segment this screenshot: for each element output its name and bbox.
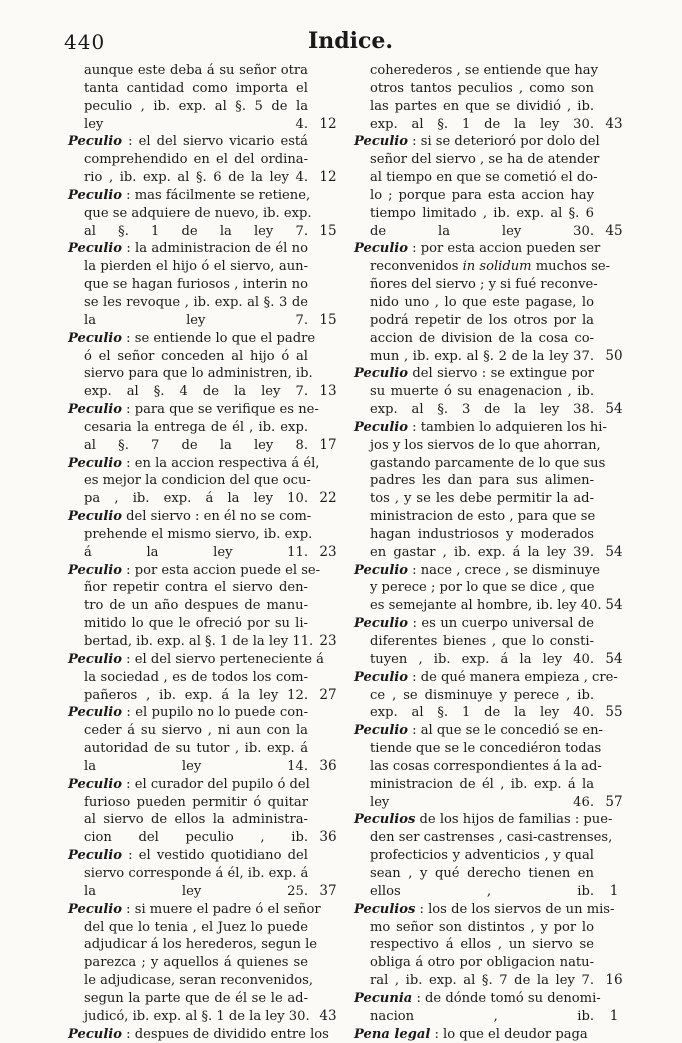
entry-headword: Peculio	[354, 419, 408, 435]
entry-line: autoridad de su tutor , ib. exp. á	[84, 741, 308, 757]
entry-text: : es un cuerpo universal de	[408, 616, 594, 632]
entry-headword: Peculio	[354, 723, 408, 739]
entry-first-line	[354, 615, 594, 633]
entry-line: que se hagan furiosos , interin no	[84, 277, 308, 293]
entry-text: : el pupilo no lo puede con-	[122, 705, 308, 721]
entry-headword: Peculio	[354, 366, 408, 382]
entry-text: : para que se verifique es ne-	[122, 402, 319, 418]
entry-line: tiende que se le concediéron todas	[370, 741, 602, 757]
entry-line: la ley 25.	[84, 883, 308, 899]
entry-first-line	[68, 133, 308, 151]
entry-first-line	[68, 455, 320, 473]
entry-line: diferentes bienes , que lo consti-	[370, 634, 594, 649]
entry-first-line	[68, 240, 308, 258]
entry-text: : mas fácilmente se retiene,	[122, 187, 311, 203]
entry-line: se les revoque , ib. exp. al §. 3 de	[84, 294, 308, 310]
entry-page-ref: 43	[605, 115, 623, 132]
entry-line: ministracion de esto , para que se	[370, 509, 596, 525]
index-entry	[68, 62, 337, 133]
entry-line: de la ley 30.	[370, 223, 594, 239]
entry-line: exp. al §. 3 de la ley 38.	[370, 402, 594, 418]
entry-text: : lo que el deudor paga	[430, 1026, 588, 1042]
entry-page-ref: 1	[609, 1007, 619, 1024]
entry-line: ley 4.	[84, 116, 308, 132]
entry-page-ref: 45	[605, 222, 623, 239]
entry-text: : se entiende lo que el padre	[122, 330, 316, 346]
entry-headword: Peculio	[68, 509, 122, 525]
entry-page-ref: 36	[319, 757, 337, 774]
entry-first-line	[354, 990, 601, 1008]
entry-headword: Peculio	[68, 134, 122, 150]
entry-line: exp. al §. 1 de la ley 40.	[370, 705, 594, 721]
entry-first-line	[68, 187, 311, 205]
entry-headword: Peculio	[68, 705, 122, 721]
entry-line: en gastar , ib. exp. á la ley 39.	[370, 544, 594, 560]
entry-line: judicó, ib. exp. al §. 1 de la ley 30.	[84, 1008, 310, 1024]
entry-text: : al que se le concedió se en-	[408, 723, 603, 739]
entry-text: : en la accion respectiva á él,	[122, 455, 320, 471]
entry-headword: Peculio	[68, 241, 122, 257]
index-entry	[68, 562, 337, 651]
entry-text: : nace , crece , se disminuye	[408, 562, 600, 578]
entry-headword: Peculio	[68, 848, 122, 864]
entry-headword: Peculio	[68, 187, 122, 203]
entry-line: su muerte ó su enagenacion , ib.	[370, 384, 594, 400]
entry-page-ref: 43	[319, 1007, 337, 1024]
index-entry	[68, 1026, 329, 1043]
entry-line: pa , ib. exp. á la ley 10.	[84, 491, 308, 507]
entry-line: accion de division de la cosa co-	[370, 330, 594, 346]
entry-page-ref: 12	[319, 115, 337, 132]
entry-text: : por esta accion pueden ser	[408, 241, 601, 257]
entry-text: : por esta accion puede el se-	[122, 562, 321, 578]
entry-line: parezca ; y aquellos á quienes se	[84, 955, 308, 971]
entry-text: : de dónde tomó su denomi-	[412, 990, 601, 1006]
index-entry	[354, 133, 623, 240]
entry-headword: Peculio	[354, 669, 408, 685]
entry-first-line	[68, 508, 312, 526]
index-entry	[68, 847, 337, 901]
entry-page-ref: 12	[319, 169, 337, 186]
entry-page-ref: 55	[605, 704, 623, 721]
entry-line: le adjudicase, seran reconvenidos,	[84, 973, 313, 989]
entry-headword: Peculio	[68, 1026, 122, 1042]
index-entry	[354, 669, 623, 723]
entry-line: padres les dan para sus alimen-	[370, 473, 594, 489]
index-entry	[354, 990, 619, 1026]
entry-headword: Peculio	[68, 330, 122, 346]
entry-line: aunque este deba á su señor otra	[84, 63, 308, 78]
entry-line: reconvenidos in solidum muchos se-	[370, 259, 611, 275]
index-entry	[354, 62, 623, 133]
entry-line: es mejor la condicion del que ocu-	[84, 473, 311, 489]
entry-page-ref: 17	[319, 436, 337, 453]
page-title: Indice.	[308, 28, 394, 54]
entry-line: mitido lo que le ofreció por su li-	[84, 616, 308, 632]
entry-first-line	[68, 651, 324, 669]
entry-headword: Peculio	[354, 241, 408, 257]
entry-line: ral , ib. exp. al §. 7 de la ley 7.	[370, 973, 594, 989]
entry-line: la pierden el hijo ó el siervo, aun-	[84, 259, 308, 275]
entry-first-line	[68, 847, 308, 865]
entry-first-line	[354, 240, 601, 258]
entry-line: den ser castrenses , casi-castrenses,	[370, 830, 613, 846]
entry-line: tanta cantidad como importa el	[84, 80, 308, 96]
index-entry	[68, 704, 337, 775]
entry-line: lo ; porque para esta accion hay	[370, 187, 594, 203]
entry-line: nacion , ib.	[370, 1008, 594, 1024]
index-entry	[68, 133, 337, 187]
entry-line: tos , y se les debe permitir la ad-	[370, 491, 594, 507]
entry-line: podrá repetir de los otros por la	[370, 312, 594, 328]
entry-line: que se adquiere de nuevo, ib. exp.	[84, 205, 312, 221]
entry-page-ref: 54	[605, 401, 623, 418]
entry-page-ref: 50	[605, 347, 623, 364]
index-entry	[68, 330, 337, 401]
page-number: 440	[64, 30, 106, 54]
entry-line: bertad, ib. exp. al §. 1 de la ley 11.	[84, 634, 314, 649]
entry-text: de los hijos de familias : pue-	[415, 812, 613, 828]
index-entry	[354, 365, 623, 419]
entry-line: cesaria la entrega de él , ib. exp.	[84, 419, 308, 435]
entry-line: las partes en que se dividió , ib.	[370, 98, 594, 114]
entry-first-line	[354, 562, 600, 580]
entry-line: señor del siervo , se ha de atender	[370, 152, 600, 168]
entry-page-ref: 54	[605, 543, 623, 560]
index-entry	[68, 187, 337, 241]
entry-first-line	[354, 1026, 594, 1043]
entry-first-line	[354, 419, 607, 437]
entry-line: tiempo limitado , ib. exp. al §. 6	[370, 205, 594, 221]
index-entry	[68, 401, 337, 455]
entry-text: : de qué manera empieza , cre-	[408, 669, 618, 685]
entry-line: del que lo tenia , el Juez lo puede	[84, 919, 308, 935]
entry-page-ref: 23	[319, 633, 337, 649]
index-entry	[354, 615, 623, 669]
entry-page-ref: 54	[605, 650, 623, 667]
entry-page-ref: 37	[319, 882, 337, 899]
entry-line: nido uno , lo que este pagase, lo	[370, 294, 594, 310]
entry-line: mo señor son distintos , y por lo	[370, 919, 594, 935]
entry-line: ellos , ib.	[370, 883, 594, 899]
entry-line: ministracion de él , ib. exp. á la	[370, 776, 594, 792]
entry-first-line	[354, 365, 594, 383]
index-entry	[354, 811, 619, 900]
entry-line: ceder á su siervo , ni aun con la	[84, 723, 308, 739]
entry-line: comprehendido en el del ordina-	[84, 152, 308, 168]
entry-page-ref: 57	[605, 793, 623, 810]
entry-first-line	[68, 1026, 329, 1043]
entry-line: las cosas correspondientes á la ad-	[370, 758, 602, 774]
index-entry	[354, 562, 623, 616]
entry-headword: Peculio	[68, 455, 122, 471]
entry-headword: Pecunia	[354, 990, 413, 1006]
entry-first-line	[68, 704, 308, 722]
entry-text: : despues de dividido entre los	[122, 1026, 329, 1042]
entry-line: peculio , ib. exp. al §. 5 de la	[84, 98, 308, 114]
entry-text: : si muere el padre ó el señor	[122, 901, 321, 917]
entry-line: hagan industriosos y moderados	[370, 526, 594, 542]
entry-line: prehende el mismo siervo, ib. exp.	[84, 526, 313, 542]
entry-headword: Peculio	[68, 651, 122, 667]
entry-first-line	[68, 401, 319, 419]
entry-page-ref: 15	[319, 311, 337, 328]
entry-headword: Peculio	[354, 562, 408, 578]
entry-line: la ley 7.	[84, 312, 308, 328]
entry-headword: Peculios	[354, 812, 416, 828]
entry-page-ref: 13	[319, 383, 337, 400]
entry-line: exp. al §. 1 de la ley 30.	[370, 116, 594, 132]
entry-headword: Peculio	[68, 402, 122, 418]
entry-text: : el del siervo perteneciente á	[122, 651, 324, 667]
entry-line: cion del peculio , ib.	[84, 830, 308, 846]
entry-line: jos y los siervos de lo que ahorran,	[370, 437, 601, 453]
entry-headword: Peculio	[354, 616, 408, 632]
entry-first-line	[354, 669, 618, 687]
entry-line: profecticios y adventicios , y qual	[370, 848, 594, 864]
entry-page-ref: 22	[319, 490, 337, 507]
entry-headword: Pena legal	[354, 1026, 431, 1042]
entry-text: : el vestido quotidiano del	[122, 848, 308, 864]
entry-text: : el del siervo vicario está	[122, 134, 308, 150]
entry-line: ñor repetir contra el siervo den-	[84, 580, 308, 596]
entry-text: : tambien lo adquieren los hi-	[408, 419, 607, 435]
entry-line: pañeros , ib. exp. á la ley 12.	[84, 687, 308, 703]
entry-first-line	[68, 562, 321, 580]
index-entry	[68, 240, 337, 329]
index-column-left	[68, 62, 337, 1043]
entry-line: ley 46.	[370, 794, 594, 810]
entry-first-line	[68, 901, 321, 919]
entry-line: furioso pueden permitir ó quitar	[84, 794, 308, 810]
entry-line: es semejante al hombre, ib. ley 40.	[370, 598, 602, 614]
index-entry	[354, 901, 623, 990]
entry-headword: Peculio	[68, 562, 122, 578]
entry-page-ref: 1	[609, 882, 619, 899]
entry-line: mun , ib. exp. al §. 2 de la ley 37.	[370, 348, 594, 364]
entry-line: siervo para que lo administren, ib.	[84, 366, 313, 382]
entry-line: al §. 1 de la ley 7.	[84, 223, 308, 239]
entry-first-line	[354, 722, 603, 740]
entry-line: exp. al §. 4 de la ley 7.	[84, 384, 308, 400]
entry-line: coherederos , se entiende que hay	[370, 63, 598, 78]
entry-line: al tiempo en que se cometió el do-	[370, 170, 598, 186]
index-entry	[354, 722, 623, 811]
entry-first-line	[68, 776, 308, 794]
entry-text: : los de los siervos de un mis-	[415, 901, 615, 917]
entry-first-line	[354, 133, 600, 151]
entry-line: ó el señor conceden al hijo ó al	[84, 348, 308, 364]
entry-line: obliga á otro por obligacion natu-	[370, 955, 594, 971]
entry-line: ñores del siervo ; y si fué reconve-	[370, 277, 598, 293]
entry-line: respectivo á ellos , un siervo se	[370, 937, 594, 953]
entry-line: rio , ib. exp. al §. 6 de la ley 4.	[84, 170, 308, 186]
entry-line: y perece ; por lo que se dice , que	[370, 580, 595, 596]
entry-line: al §. 7 de la ley 8.	[84, 437, 308, 453]
index-entry	[354, 240, 623, 365]
entry-line: la ley 14.	[84, 758, 308, 774]
entry-line: segun la parte que de él se le ad-	[84, 990, 308, 1006]
entry-page-ref: 27	[319, 686, 337, 703]
index-entry	[68, 651, 337, 705]
entry-line: adjudicar á los herederos, segun le	[84, 937, 318, 953]
entry-page-ref: 54	[605, 597, 623, 614]
entry-text: del siervo : se extingue por	[408, 366, 594, 382]
entry-headword: Peculio	[354, 134, 408, 150]
entry-text: : la administracion de él no	[122, 241, 308, 257]
entry-page-ref: 16	[605, 972, 623, 989]
entry-page-ref: 23	[319, 543, 337, 560]
index-entry	[68, 776, 337, 847]
index-entry	[354, 1026, 594, 1043]
entry-first-line	[354, 811, 613, 829]
entry-page-ref: 36	[319, 829, 337, 846]
entry-headword: Peculios	[354, 901, 416, 917]
index-column-right	[354, 62, 623, 1043]
entry-line: siervo corresponde á él, ib. exp. á	[84, 865, 309, 881]
entry-line: gastando parcamente de lo que sus	[370, 455, 606, 471]
index-entry	[68, 455, 337, 509]
entry-line: tro de un año despues de manu-	[84, 598, 308, 614]
index-entry	[68, 901, 337, 1026]
index-entry	[354, 419, 623, 562]
entry-line: á la ley 11.	[84, 544, 308, 560]
entry-headword: Peculio	[68, 901, 122, 917]
entry-headword: Peculio	[68, 776, 122, 792]
entry-line: al siervo de ellos la administra-	[84, 812, 308, 828]
entry-line: otros tantos peculios , como son	[370, 80, 594, 96]
entry-line: tuyen , ib. exp. á la ley 40.	[370, 651, 594, 667]
entry-text: : el curador del pupilo ó del	[122, 776, 310, 792]
entry-first-line	[354, 901, 615, 919]
entry-page-ref: 15	[319, 222, 337, 239]
entry-text: del siervo : en él no se com-	[122, 509, 312, 525]
entry-text: : si se deterioró por dolo del	[408, 134, 600, 150]
entry-line: sean , y qué derecho tienen en	[370, 865, 594, 881]
entry-first-line	[68, 330, 316, 348]
index-entry	[68, 508, 337, 562]
entry-line: la sociedad , es de todos los com-	[84, 669, 308, 685]
entry-line: ce , se disminuye y perece , ib.	[370, 687, 594, 703]
